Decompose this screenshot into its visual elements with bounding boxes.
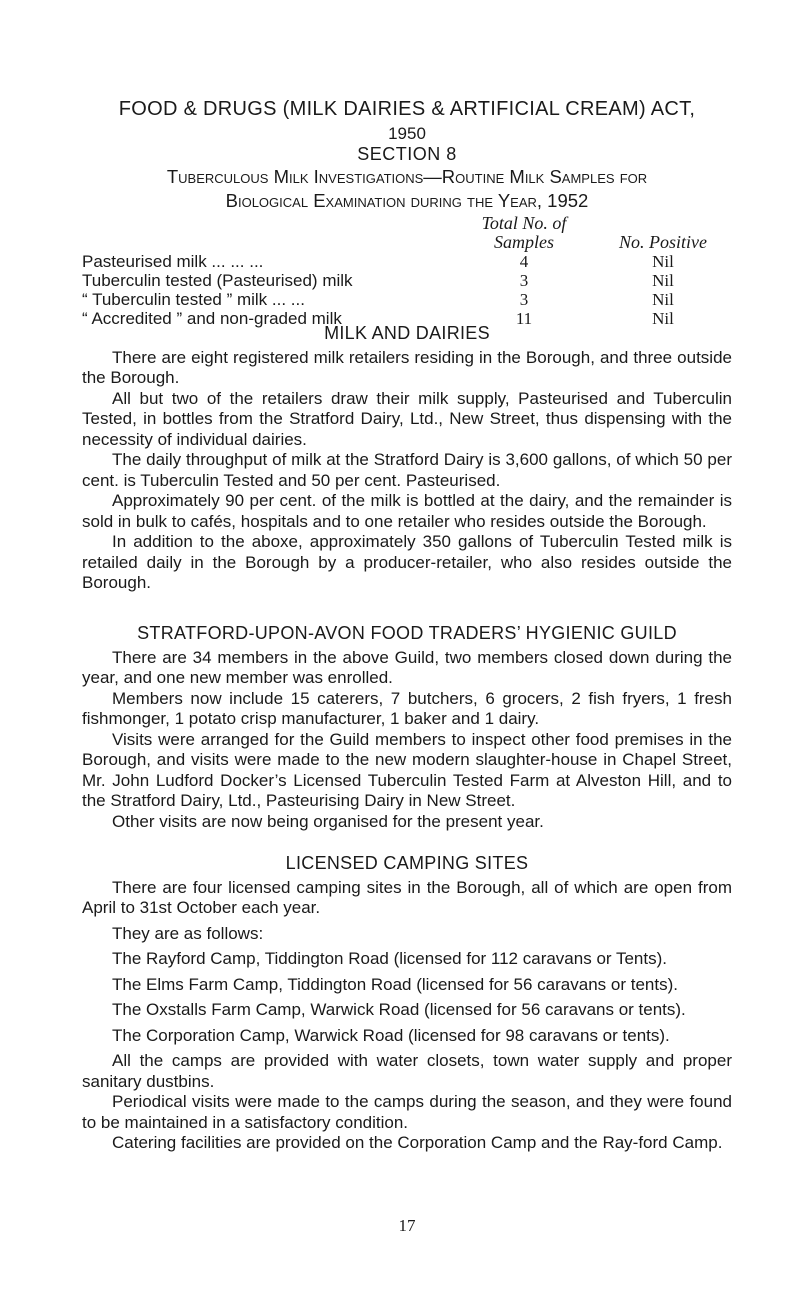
col-total-header: Total No. of Samples <box>481 213 567 252</box>
row-total: 11 <box>515 309 533 328</box>
paragraph: All the camps are provided with water closets, town water supply and proper sanitary dustbins. <box>82 1051 732 1091</box>
paragraph: Members now include 15 caterers, 7 butchers, 6 grocers, 2 fish fryers, 1 fresh fishmonger, 1 potato crisp manufacturer, 1 baker and 1 dairy. <box>82 688 732 728</box>
paragraph: In addition to the aboxe, approximately 350 gallons of Tuberculin Tested milk is retailed daily in the Borough by a producer-retailer, who also resides outside the Borough. <box>82 532 732 592</box>
paragraph: They are as follows: <box>112 923 264 943</box>
row-label: Pasteurised milk ... ... ... <box>82 252 264 271</box>
row-positive: Nil <box>652 252 674 271</box>
camp-item: The Elms Farm Camp, Tiddington Road (licensed for 56 caravans or tents). <box>112 974 678 994</box>
camping-heading: LICENSED CAMPING SITES <box>285 853 529 873</box>
table-title-line2: Biological Examination during the Year, 1952 <box>225 190 589 211</box>
row-positive: Nil <box>652 309 674 328</box>
camping-section <box>82 853 732 1154</box>
paragraph: Other visits are now being organised for the present year. <box>112 811 544 831</box>
table-header-row <box>82 214 732 252</box>
paragraph: Approximately 90 per cent. of the milk is bottled at the dairy, and the remainder is sold in bulk to cafés, hospitals and to one retailer who resides outside the Borough. <box>82 491 732 531</box>
paragraph: All but two of the retailers draw their milk supply, Pasteurised and Tuberculin Tested, in bottles from the Stratford Dairy, Ltd., New Street, thus dispensing with the necessity of individual dairies. <box>82 388 732 449</box>
milk-dairies-heading: MILK AND DAIRIES <box>324 323 490 343</box>
row-label: “ Tuberculin tested ” milk ... ... <box>82 290 305 309</box>
paragraph: There are 34 members in the above Guild, two members closed down during the year, and one new member was enrolled. <box>82 647 732 687</box>
row-positive: Nil <box>652 290 674 309</box>
paragraph: The daily throughput of milk at the Stratford Dairy is 3,600 gallons, of which 50 per cent. is Tuberculin Tested and 50 per cent. Pasteurised. <box>82 450 732 490</box>
act-year: 1950 <box>388 124 426 143</box>
paragraph: Visits were arranged for the Guild members to inspect other food premises in the Borough, and visits were made to the new modern slaughter-house in Chapel Street, Mr. John Ludford Docker’s Licensed Tuberculin Tested Farm at Alveston Hill, and to the Stratford Dairy, Ltd., Pasteurising Dairy in New Street. <box>82 729 732 810</box>
camp-item: The Oxstalls Farm Camp, Warwick Road (licensed for 56 caravans or tents). <box>112 1000 686 1019</box>
table-row <box>82 271 732 290</box>
page-number: 17 <box>398 1216 416 1235</box>
row-total: 4 <box>519 252 529 271</box>
samples-table <box>82 214 732 328</box>
guild-heading: STRATFORD-UPON-AVON FOOD TRADERS’ HYGIENIC GUILD <box>137 623 677 643</box>
row-total: 3 <box>519 271 529 290</box>
row-positive: Nil <box>652 271 674 290</box>
guild-section <box>82 623 732 832</box>
row-label: Tuberculin tested (Pasteurised) milk <box>82 271 353 290</box>
camp-item: The Corporation Camp, Warwick Road (licensed for 98 caravans or tents). <box>112 1025 670 1045</box>
milk-dairies-section <box>82 323 732 594</box>
table-row <box>82 252 732 271</box>
paragraph: Periodical visits were made to the camps during the season, and they were found to be maintained in a satisfactory condition. <box>82 1092 732 1132</box>
paragraph: There are eight registered milk retailers residing in the Borough, and three outside the Borough. <box>82 347 732 387</box>
section-heading: SECTION 8 <box>357 144 457 164</box>
row-total: 3 <box>519 290 529 309</box>
row-label: “ Accredited ” and non-graded milk <box>82 309 342 328</box>
act-title: FOOD & DRUGS (MILK DAIRIES & ARTIFICIAL CREAM) ACT, <box>118 98 696 120</box>
col-positive-header: No. Positive <box>619 232 707 252</box>
table-title-line1: Tuberculous Milk Investigations—Routine Milk Samples for <box>166 166 648 187</box>
camp-item: The Rayford Camp, Tiddington Road (licensed for 112 caravans or Tents). <box>112 949 667 968</box>
paragraph: Catering facilities are provided on the Corporation Camp and the Ray-ford Camp. <box>112 1133 723 1152</box>
table-row <box>82 290 732 309</box>
table-title <box>82 165 732 213</box>
paragraph: There are four licensed camping sites in the Borough, all of which are open from April to 31st October each year. <box>82 877 732 917</box>
